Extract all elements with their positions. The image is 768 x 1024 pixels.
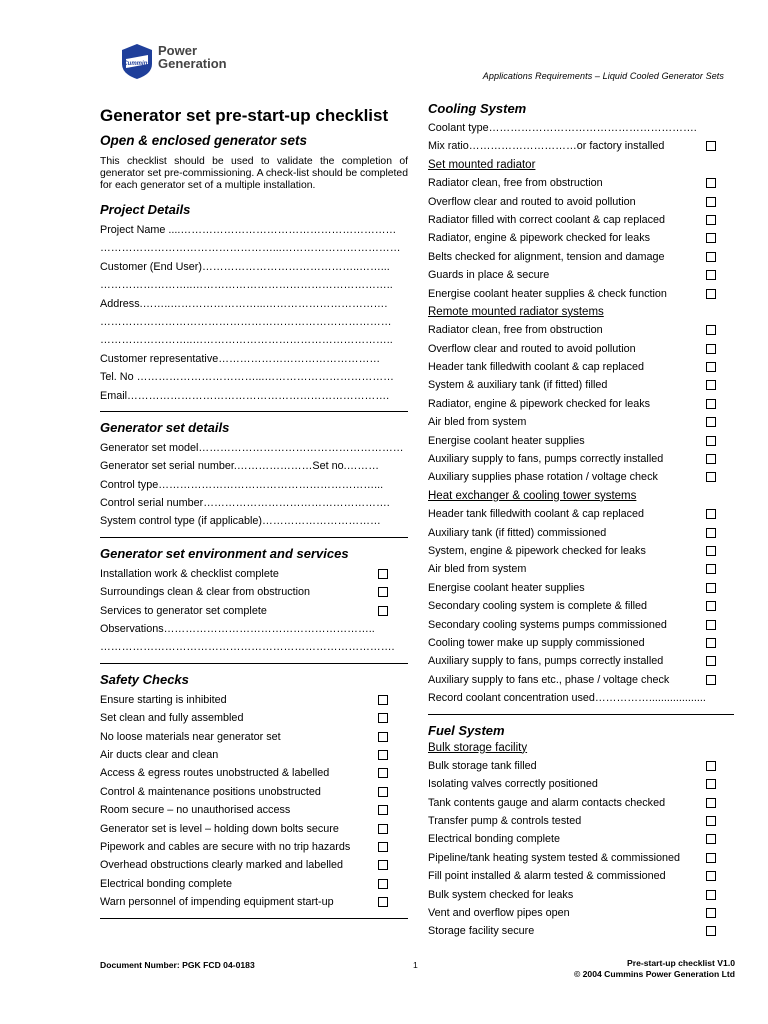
checklist-item-label: Overflow clear and routed to avoid pollution <box>428 195 636 208</box>
coolant-type-field[interactable]: Coolant type…………………………………………………. <box>428 122 697 134</box>
environment-heading: Generator set environment and services <box>100 545 349 561</box>
checkbox[interactable] <box>706 779 716 789</box>
project-field-label: Project Name ....…………………………………………………… <box>100 224 397 236</box>
checklist-item[interactable] <box>100 602 408 620</box>
cooling-groups <box>428 156 734 689</box>
checklist-item[interactable] <box>428 321 734 339</box>
checkbox[interactable] <box>378 569 388 579</box>
checkbox[interactable] <box>706 362 716 372</box>
project-field[interactable] <box>100 387 408 405</box>
checkbox[interactable] <box>706 890 716 900</box>
checklist-item-label: Secondary cooling systems pumps commissioned <box>428 618 667 631</box>
checklist-item-label: Generator set is level – holding down bolts secure <box>100 822 339 835</box>
checkbox[interactable] <box>706 141 716 151</box>
checklist-item-label: Radiator, engine & pipework checked for leaks <box>428 397 651 410</box>
project-field[interactable] <box>100 368 408 386</box>
checklist-item[interactable] <box>100 856 408 874</box>
checklist-item-label: Fill point installed & alarm tested & commissioned <box>428 870 666 883</box>
checklist-item-label: Radiator filled with correct coolant & cap replaced <box>428 213 666 226</box>
checkbox[interactable] <box>378 824 388 834</box>
checkbox[interactable] <box>706 816 716 826</box>
checkbox[interactable] <box>706 344 716 354</box>
safety-checks <box>100 691 408 912</box>
checklist-item-label: Auxiliary supply to fans, pumps correctly installed <box>428 453 664 466</box>
checkbox[interactable] <box>706 834 716 844</box>
project-field-label: Customer representative……………………………………… <box>100 352 381 365</box>
genset-details-heading: Generator set details <box>100 419 230 435</box>
checklist-item-label: Electrical bonding complete <box>428 833 561 846</box>
genset-field-label: Generator set model………………………………………………… <box>100 441 404 454</box>
checklist-item[interactable] <box>100 746 408 764</box>
observation-field[interactable] <box>100 620 408 638</box>
divider <box>100 411 408 412</box>
checklist-item[interactable] <box>428 794 734 812</box>
checkbox[interactable] <box>378 695 388 705</box>
checkbox[interactable] <box>706 601 716 611</box>
checklist-item-label: Services to generator set complete <box>100 604 267 617</box>
checklist-item[interactable] <box>428 560 734 578</box>
project-field-label: Email………………………………………………………………. <box>100 389 390 402</box>
checklist-item[interactable] <box>428 229 734 247</box>
checklist-item-label: Surroundings clean & clear from obstruction <box>100 586 311 599</box>
checklist-item[interactable] <box>100 801 408 819</box>
checklist-item[interactable] <box>428 193 734 211</box>
divider <box>100 537 408 538</box>
checkbox[interactable] <box>378 860 388 870</box>
checklist-item[interactable] <box>428 579 734 597</box>
cummins-logo <box>118 42 238 82</box>
fuel-checks <box>428 757 734 941</box>
page-title: Generator set pre-start-up checklist <box>100 106 389 125</box>
checklist-item[interactable] <box>428 211 734 229</box>
checklist-item-label: Storage facility secure <box>428 925 535 938</box>
checklist-item[interactable] <box>428 922 734 940</box>
checkbox[interactable] <box>706 656 716 666</box>
checkbox[interactable] <box>378 842 388 852</box>
checklist-item[interactable] <box>428 248 734 266</box>
copyright: © 2004 Cummins Power Generation Ltd <box>573 969 735 979</box>
project-field-label: ……………………..……………………………………………….. <box>100 334 393 347</box>
checkbox[interactable] <box>706 675 716 685</box>
checklist-item-label: System & auxiliary tank (if fitted) filled <box>428 379 608 392</box>
checkbox[interactable] <box>706 454 716 464</box>
cooling-subhead: Remote mounted radiator systems <box>428 305 604 318</box>
observation-field-label: Observations………………………………………………….. <box>100 623 375 636</box>
checkbox[interactable] <box>706 853 716 863</box>
project-field[interactable] <box>100 313 408 331</box>
genset-field[interactable] <box>100 457 408 475</box>
checkbox[interactable] <box>378 897 388 907</box>
checkbox[interactable] <box>706 564 716 574</box>
checklist-item-label: Auxiliary supply to fans, pumps correctly installed <box>428 655 664 668</box>
checklist-item-label: Radiator clean, free from obstruction <box>428 324 603 337</box>
checklist-item-label: Auxiliary supply to fans etc., phase / voltage check <box>428 673 670 686</box>
divider <box>428 714 734 715</box>
checklist-item[interactable] <box>428 775 734 793</box>
svg-text:Cummins: Cummins <box>123 61 151 67</box>
checklist-item[interactable] <box>428 358 734 376</box>
checkbox[interactable] <box>378 606 388 616</box>
checkbox[interactable] <box>706 417 716 427</box>
checklist-item[interactable] <box>428 450 734 468</box>
cooling-subhead: Heat exchanger & cooling tower systems <box>428 489 637 502</box>
checkbox[interactable] <box>706 215 716 225</box>
checklist-item[interactable] <box>428 886 734 904</box>
checkbox[interactable] <box>706 871 716 881</box>
observation-field[interactable] <box>100 638 408 656</box>
genset-field[interactable] <box>100 512 408 530</box>
page-subtitle: Open & enclosed generator sets <box>100 133 308 148</box>
project-field-label: ……………………..……………………………………………….. <box>100 279 393 292</box>
checklist-item[interactable] <box>100 875 408 893</box>
checklist-item[interactable] <box>428 340 734 358</box>
checklist-item[interactable] <box>428 266 734 284</box>
checklist-item[interactable] <box>100 838 408 856</box>
left-column <box>100 100 408 927</box>
checklist-item[interactable] <box>100 783 408 801</box>
checklist-item-label: Control & maintenance positions unobstructed <box>100 785 321 798</box>
genset-field[interactable] <box>100 439 408 457</box>
checklist-item[interactable] <box>428 634 734 652</box>
checklist-item[interactable] <box>428 812 734 830</box>
checkbox[interactable] <box>706 528 716 538</box>
intro-paragraph: This checklist should be used to validate the completion of generator set pre-commissioning. A check-list should be completed for each generator set of a multiple installation. <box>100 156 408 191</box>
right-column <box>428 100 734 941</box>
genset-details-section <box>100 439 408 531</box>
cooling-system-heading: Cooling System <box>428 101 527 116</box>
project-field-label: ……………………………………………………………………… <box>100 315 392 328</box>
checkbox[interactable] <box>706 509 716 519</box>
checklist-item[interactable] <box>428 285 734 303</box>
checklist-item-label: Access & egress routes unobstructed & labelled <box>100 767 330 780</box>
checklist-item-label: Bulk system checked for leaks <box>428 888 574 901</box>
checkbox[interactable] <box>706 233 716 243</box>
checklist-item[interactable] <box>100 820 408 838</box>
checklist-item[interactable] <box>428 542 734 560</box>
checklist-item[interactable] <box>428 671 734 689</box>
checklist-item-label: Electrical bonding complete <box>100 877 233 890</box>
checkbox[interactable] <box>706 926 716 936</box>
project-field[interactable] <box>100 350 408 368</box>
genset-field[interactable] <box>100 476 408 494</box>
project-details-section <box>100 221 408 405</box>
checklist-item[interactable] <box>428 395 734 413</box>
checkbox[interactable] <box>706 289 716 299</box>
checklist-item-label: Secondary cooling system is complete & filled <box>428 600 648 613</box>
logo-wordmark <box>158 44 227 70</box>
checklist-item[interactable] <box>100 691 408 709</box>
checklist-item[interactable] <box>428 867 734 885</box>
project-field[interactable] <box>100 276 408 294</box>
observation-field-label: ………………………………………………………………………. <box>100 641 395 654</box>
checkbox[interactable] <box>706 798 716 808</box>
environment-observations <box>100 620 408 657</box>
mix-ratio-field[interactable]: Mix ratio…………………………or factory installed <box>428 137 734 155</box>
checkbox[interactable] <box>378 750 388 760</box>
checklist-item-label: Energise coolant heater supplies <box>428 434 585 447</box>
fuel-system-heading: Fuel System <box>428 722 505 738</box>
checkbox[interactable] <box>706 546 716 556</box>
checklist-item-label: Guards in place & secure <box>428 269 550 282</box>
checklist-item[interactable] <box>428 849 734 867</box>
checkbox[interactable] <box>378 879 388 889</box>
project-field-label: Address.……..……………………...……………………………. <box>100 297 388 310</box>
fuel-subhead: Bulk storage facility <box>428 741 528 754</box>
checklist-item-label: Air ducts clear and clean <box>100 748 219 761</box>
checklist-item[interactable] <box>428 468 734 486</box>
genset-field-label: Control serial number……………………………………………. <box>100 497 390 510</box>
checklist-item-label: Energise coolant heater supplies & check function <box>428 287 667 300</box>
project-field[interactable] <box>100 221 408 239</box>
checklist-item-label: Isolating valves correctly positioned <box>428 778 598 791</box>
checklist-item-label: Overhead obstructions clearly marked and labelled <box>100 859 344 872</box>
project-field[interactable] <box>100 295 408 313</box>
checklist-item[interactable] <box>428 413 734 431</box>
checklist-item[interactable] <box>428 830 734 848</box>
checklist-item[interactable] <box>428 174 734 192</box>
checklist-item-label: Bulk storage tank filled <box>428 759 537 772</box>
checklist-item-label: Set clean and fully assembled <box>100 712 244 725</box>
page-number: 1 <box>413 960 418 970</box>
project-field-label: Tel. No ……………………………...……………………………… <box>100 371 394 384</box>
checklist-item-label: Belts checked for alignment, tension and damage <box>428 250 665 263</box>
checklist-item[interactable] <box>100 764 408 782</box>
checklist-item-label: Ensure starting is inhibited <box>100 693 227 706</box>
checkbox[interactable] <box>378 732 388 742</box>
checklist-item[interactable] <box>428 616 734 634</box>
project-field[interactable] <box>100 331 408 349</box>
checkbox[interactable] <box>378 805 388 815</box>
genset-field-label: System control type (if applicable)…………………………… <box>100 515 381 528</box>
divider <box>100 663 408 664</box>
checkbox[interactable] <box>706 380 716 390</box>
checkbox[interactable] <box>706 178 716 188</box>
checkbox[interactable] <box>706 761 716 771</box>
checklist-item-label: Room secure – no unauthorised access <box>100 804 291 817</box>
checkbox[interactable] <box>706 325 716 335</box>
checklist-item-label: Overflow clear and routed to avoid pollution <box>428 342 636 355</box>
checkbox[interactable] <box>706 270 716 280</box>
checklist-item[interactable] <box>428 505 734 523</box>
checkbox[interactable] <box>706 620 716 630</box>
project-field-label: Customer (End User)……………………………………..……... <box>100 260 390 273</box>
project-field[interactable] <box>100 239 408 257</box>
checklist-item[interactable] <box>428 524 734 542</box>
project-field-label: …………………………………………...…………………………… <box>100 242 401 255</box>
coolant-concentration-field[interactable]: Record coolant concentration used……………................... <box>428 692 706 705</box>
checkbox[interactable] <box>378 587 388 597</box>
checklist-item-label: Warn personnel of impending equipment start-up <box>100 896 334 909</box>
version-label: Pre-start-up checklist V1.0 <box>627 958 735 968</box>
checkbox[interactable] <box>706 436 716 446</box>
genset-field-label: Control type……………………………………………………... <box>100 478 384 491</box>
project-details-heading: Project Details <box>100 202 191 217</box>
checklist-item-label: Transfer pump & controls tested <box>428 815 582 828</box>
checklist-item-label: Vent and overflow pipes open <box>428 907 570 920</box>
checkbox[interactable] <box>706 638 716 648</box>
safety-checks-heading: Safety Checks <box>100 671 189 687</box>
checklist-item-label: Installation work & checklist complete <box>100 567 279 580</box>
checklist-item[interactable] <box>100 565 408 583</box>
document-number: Document Number: PGK FCD 04-0183 <box>100 960 255 970</box>
checklist-item[interactable] <box>100 728 408 746</box>
checklist-item-label: Cooling tower make up supply commissioned <box>428 636 645 649</box>
checkbox[interactable] <box>706 583 716 593</box>
checklist-item-label: Radiator, engine & pipework checked for leaks <box>428 232 651 245</box>
checklist-item[interactable] <box>428 652 734 670</box>
checklist-item-label: Energise coolant heater supplies <box>428 581 585 594</box>
checklist-item-label: Radiator clean, free from obstruction <box>428 177 603 190</box>
logo-line1: Power <box>158 43 198 58</box>
checklist-item[interactable] <box>428 376 734 394</box>
checkbox[interactable] <box>378 713 388 723</box>
checkbox[interactable] <box>706 908 716 918</box>
checkbox[interactable] <box>378 768 388 778</box>
checklist-item[interactable] <box>428 757 734 775</box>
genset-field[interactable] <box>100 494 408 512</box>
checklist-item-label: No loose materials near generator set <box>100 730 281 743</box>
environment-checks <box>100 565 408 620</box>
footer-right <box>574 958 735 980</box>
checklist-item-label: Tank contents gauge and alarm contacts checked <box>428 796 666 809</box>
checklist-item[interactable] <box>100 709 408 727</box>
checkbox[interactable] <box>706 472 716 482</box>
checklist-item[interactable] <box>100 893 408 911</box>
checklist-item[interactable] <box>428 904 734 922</box>
checklist-item-label: Pipeline/tank heating system tested & commissioned <box>428 851 681 864</box>
checklist-item[interactable] <box>100 583 408 601</box>
checkbox[interactable] <box>706 252 716 262</box>
checklist-item-label: Air bled from system <box>428 416 527 429</box>
checkbox[interactable] <box>706 197 716 207</box>
cummins-logo-icon <box>118 42 156 80</box>
genset-field-label: Generator set serial number.…………………Set no.……… <box>100 460 380 473</box>
checklist-item-label: System, engine & pipework checked for leaks <box>428 544 646 557</box>
checklist-item[interactable] <box>428 432 734 450</box>
divider <box>100 918 408 919</box>
checkbox[interactable] <box>378 787 388 797</box>
checklist-item[interactable] <box>428 597 734 615</box>
logo-line2: Generation <box>158 56 227 71</box>
checkbox[interactable] <box>706 399 716 409</box>
checklist-item-label: Air bled from system <box>428 563 527 576</box>
cooling-subhead: Set mounted radiator <box>428 158 536 171</box>
project-field[interactable] <box>100 258 408 276</box>
header-note: Applications Requirements – Liquid Cooled Generator Sets <box>482 71 724 81</box>
checklist-item-label: Pipework and cables are secure with no trip hazards <box>100 840 351 853</box>
checklist-item-label: Header tank filledwith coolant & cap replaced <box>428 361 645 374</box>
checklist-item-label: Auxiliary tank (if fitted) commissioned <box>428 526 607 539</box>
checklist-item-label: Header tank filledwith coolant & cap replaced <box>428 508 645 521</box>
checklist-item-label: Auxiliary supplies phase rotation / voltage check <box>428 471 658 484</box>
